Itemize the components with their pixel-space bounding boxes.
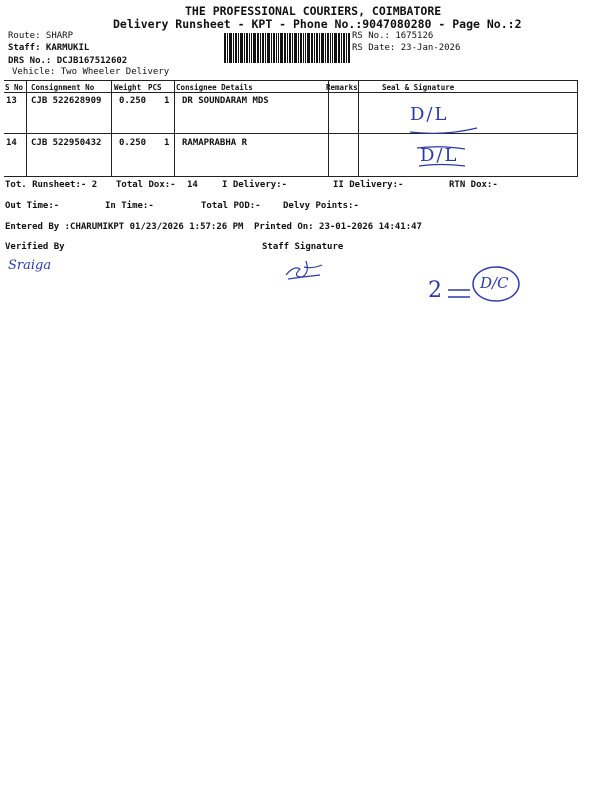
row-weight: 0.250 <box>119 138 147 148</box>
row-sno: 13 <box>6 96 17 106</box>
col-divider <box>358 80 359 176</box>
col-header-sno: S No <box>5 83 24 92</box>
rs-number: RS No.: 1675126 <box>352 31 434 41</box>
row-pcs: 1 <box>164 96 170 106</box>
table-bottom-rule <box>4 176 578 177</box>
entered-by: Entered By :CHARUMIKPT 01/23/2026 1:57:26 PM <box>5 222 244 232</box>
col-header-consignment: Consignment No <box>31 83 95 92</box>
row-weight: 0.250 <box>119 96 147 106</box>
drs-number: DRS No.: DCJB167512602 <box>8 56 128 66</box>
row-consignment: CJB 522628909 <box>31 96 102 106</box>
handwritten-count: 2 <box>428 278 442 303</box>
overline-stroke <box>415 144 475 174</box>
col-divider <box>111 80 112 176</box>
total-dox-value: 14 <box>187 180 198 190</box>
vehicle-label: Vehicle: Two Wheeler Delivery <box>12 67 170 77</box>
row-consignee: DR SOUNDARAM MDS <box>182 96 269 106</box>
row-seal-signature: D/L <box>410 104 449 125</box>
row-sno: 14 <box>6 138 17 148</box>
company-name: THE PROFESSIONAL COURIERS, COIMBATORE <box>185 4 442 18</box>
rs-date: RS Date: 23-Jan-2026 <box>352 43 461 53</box>
printed-on: Printed On: 23-01-2026 14:41:47 <box>254 222 422 232</box>
total-dox-label: Total Dox:- <box>116 180 176 190</box>
handwritten-circled-note: D/C <box>480 274 509 292</box>
col-header-remarks: Remarks <box>326 83 358 92</box>
col-header-consignee: Consignee Details <box>176 83 253 92</box>
in-time: In Time:- <box>105 201 154 211</box>
verified-by-label: Verified By <box>5 242 65 252</box>
col-divider <box>174 80 175 176</box>
tot-runsheet: Tot. Runsheet:- 2 <box>5 180 98 190</box>
delvy-points: Delvy Points:- <box>283 201 359 211</box>
out-time: Out Time:- <box>5 201 60 211</box>
row-pcs: 1 <box>164 138 170 148</box>
table-row-divider <box>4 133 578 134</box>
col-header-pcs: PCS <box>148 83 162 92</box>
staff-signature-icon <box>280 255 330 285</box>
row-seal-signature: D/L <box>420 145 459 166</box>
row-consignee: RAMAPRABHA R <box>182 138 248 148</box>
total-pod: Total POD:- <box>201 201 261 211</box>
route-label: Route: SHARP <box>8 31 74 41</box>
staff-signature-label: Staff Signature <box>262 242 344 252</box>
row-consignment: CJB 522950432 <box>31 138 102 148</box>
rtn-dox: RTN Dox:- <box>449 180 498 190</box>
barcode-icon <box>224 33 350 63</box>
verifier-signature: Sraiga <box>8 258 52 273</box>
col-header-weight: Weight <box>114 83 142 92</box>
table-header-rule <box>4 92 578 93</box>
col-divider <box>26 80 27 176</box>
col-divider <box>577 80 578 176</box>
staff-label: Staff: KARMUKIL <box>8 43 90 53</box>
col-divider <box>328 80 329 176</box>
ii-delivery: II Delivery:- <box>333 180 404 190</box>
table-top-rule <box>4 80 578 81</box>
i-delivery: I Delivery:- <box>222 180 288 190</box>
runsheet-title: Delivery Runsheet - KPT - Phone No.:9047080280 - Page No.:2 <box>113 17 522 31</box>
col-header-seal: Seal & Signature <box>382 83 455 92</box>
